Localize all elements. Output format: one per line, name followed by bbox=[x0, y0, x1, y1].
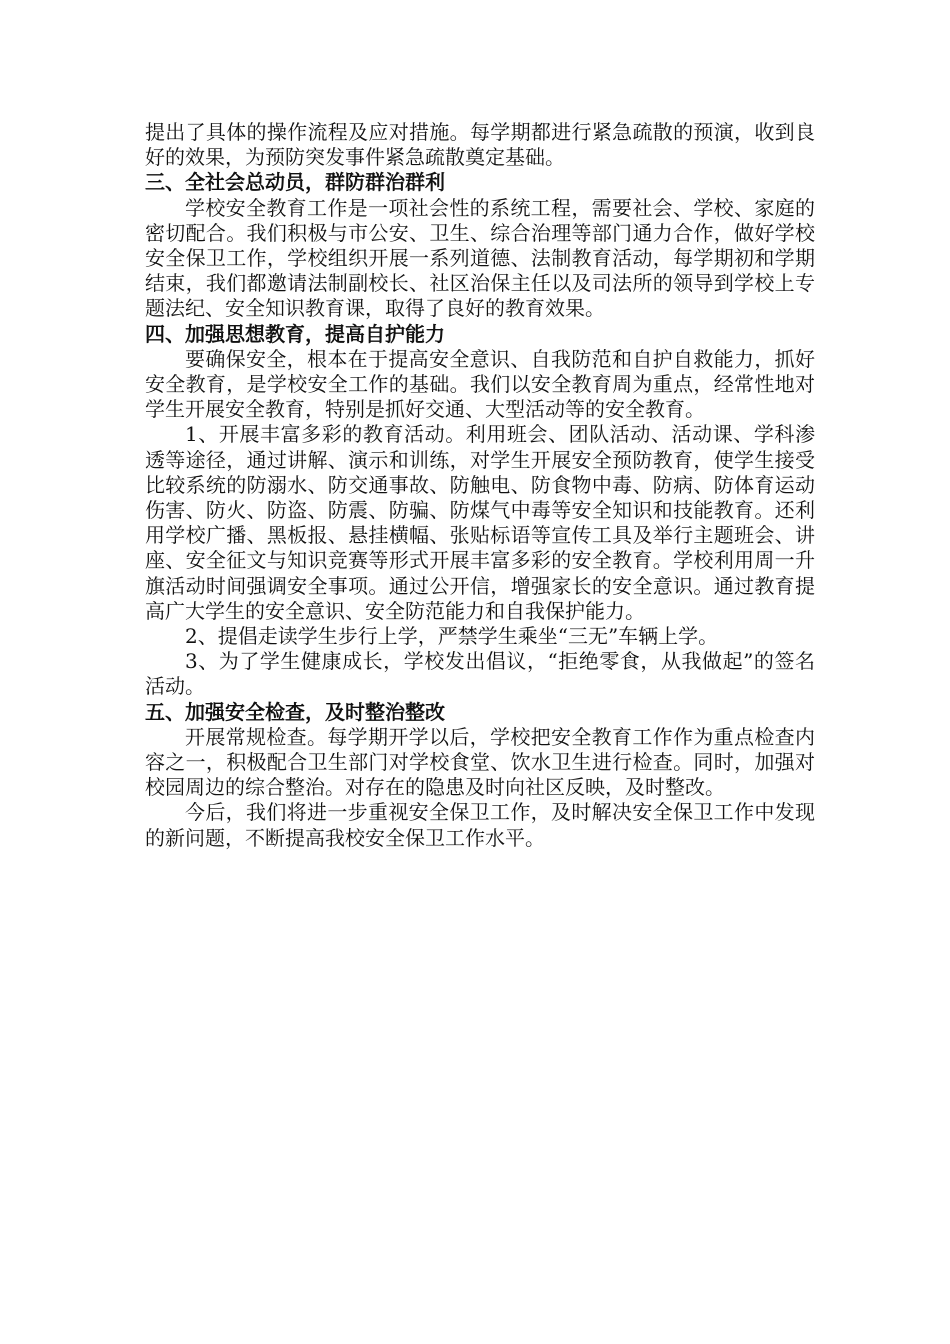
document-body bbox=[145, 120, 815, 851]
section-heading-5: 五、加强安全检查，及时整治整改 bbox=[145, 699, 445, 724]
section-heading-4: 四、加强思想教育，提高自护能力 bbox=[145, 321, 445, 346]
section-3-paragraph-1: 学校安全教育工作是一项社会性的系统工程，需要社会、学校、家庭的密切配合。我们积极与市公安、卫生、综合治理等部门通力合作，做好学校安全保卫工作，学校组织开展一系列道德、法制教育活动，每学期初和学期结束，我们都邀请法制副校长、社区治保主任以及司法所的领导到学校上专题法纪、安全知识教育课，取得了良好的教育效果。 bbox=[145, 195, 815, 321]
section-4-paragraph-3: 2、提倡走读学生步行上学，严禁学生乘坐“三无”车辆上学。 bbox=[185, 624, 719, 649]
section-4-paragraph-1: 要确保安全，根本在于提高安全意识、自我防范和自护自救能力，抓好安全教育，是学校安全工作的基础。我们以安全教育周为重点，经常性地对学生开展安全教育，特别是抓好交通、大型活动等的安全教育。 bbox=[145, 346, 815, 422]
section-5-paragraph-2: 今后，我们将进一步重视安全保卫工作，及时解决安全保卫工作中发现的新问题，不断提高我校安全保卫工作水平。 bbox=[145, 800, 815, 850]
section-4-paragraph-2: 1、开展丰富多彩的教育活动。利用班会、团队活动、活动课、学科渗透等途径，通过讲解、演示和训练，对学生开展安全预防教育，使学生接受比较系统的防溺水、防交通事故、防触电、防食物中毒、防病、防体育运动伤害、防火、防盗、防震、防骗、防煤气中毒等安全知识和技能教育。还利用学校广播、黑板报、悬挂横幅、张贴标语等宣传工具及举行主题班会、讲座、安全征文与知识竞赛等形式开展丰富多彩的安全教育。学校利用周一升旗活动时间强调安全事项。通过公开信，增强家长的安全意识。通过教育提高广大学生的安全意识、安全防范能力和自我保护能力。 bbox=[145, 422, 815, 623]
section-heading-3: 三、全社会总动员，群防群治群利 bbox=[145, 170, 445, 195]
section-5-paragraph-1: 开展常规检查。每学期开学以后，学校把安全教育工作作为重点检查内容之一，积极配合卫生部门对学校食堂、饮水卫生进行检查。同时，加强对校园周边的综合整治。对存在的隐患及时向社区反映，及时整改。 bbox=[145, 724, 815, 800]
section-4-paragraph-4: 3、为了学生健康成长，学校发出倡议，“拒绝零食，从我做起”的签名活动。 bbox=[145, 649, 815, 699]
intro-paragraph: 提出了具体的操作流程及应对措施。每学期都进行紧急疏散的预演，收到良好的效果，为预防突发事件紧急疏散奠定基础。 bbox=[145, 120, 815, 170]
